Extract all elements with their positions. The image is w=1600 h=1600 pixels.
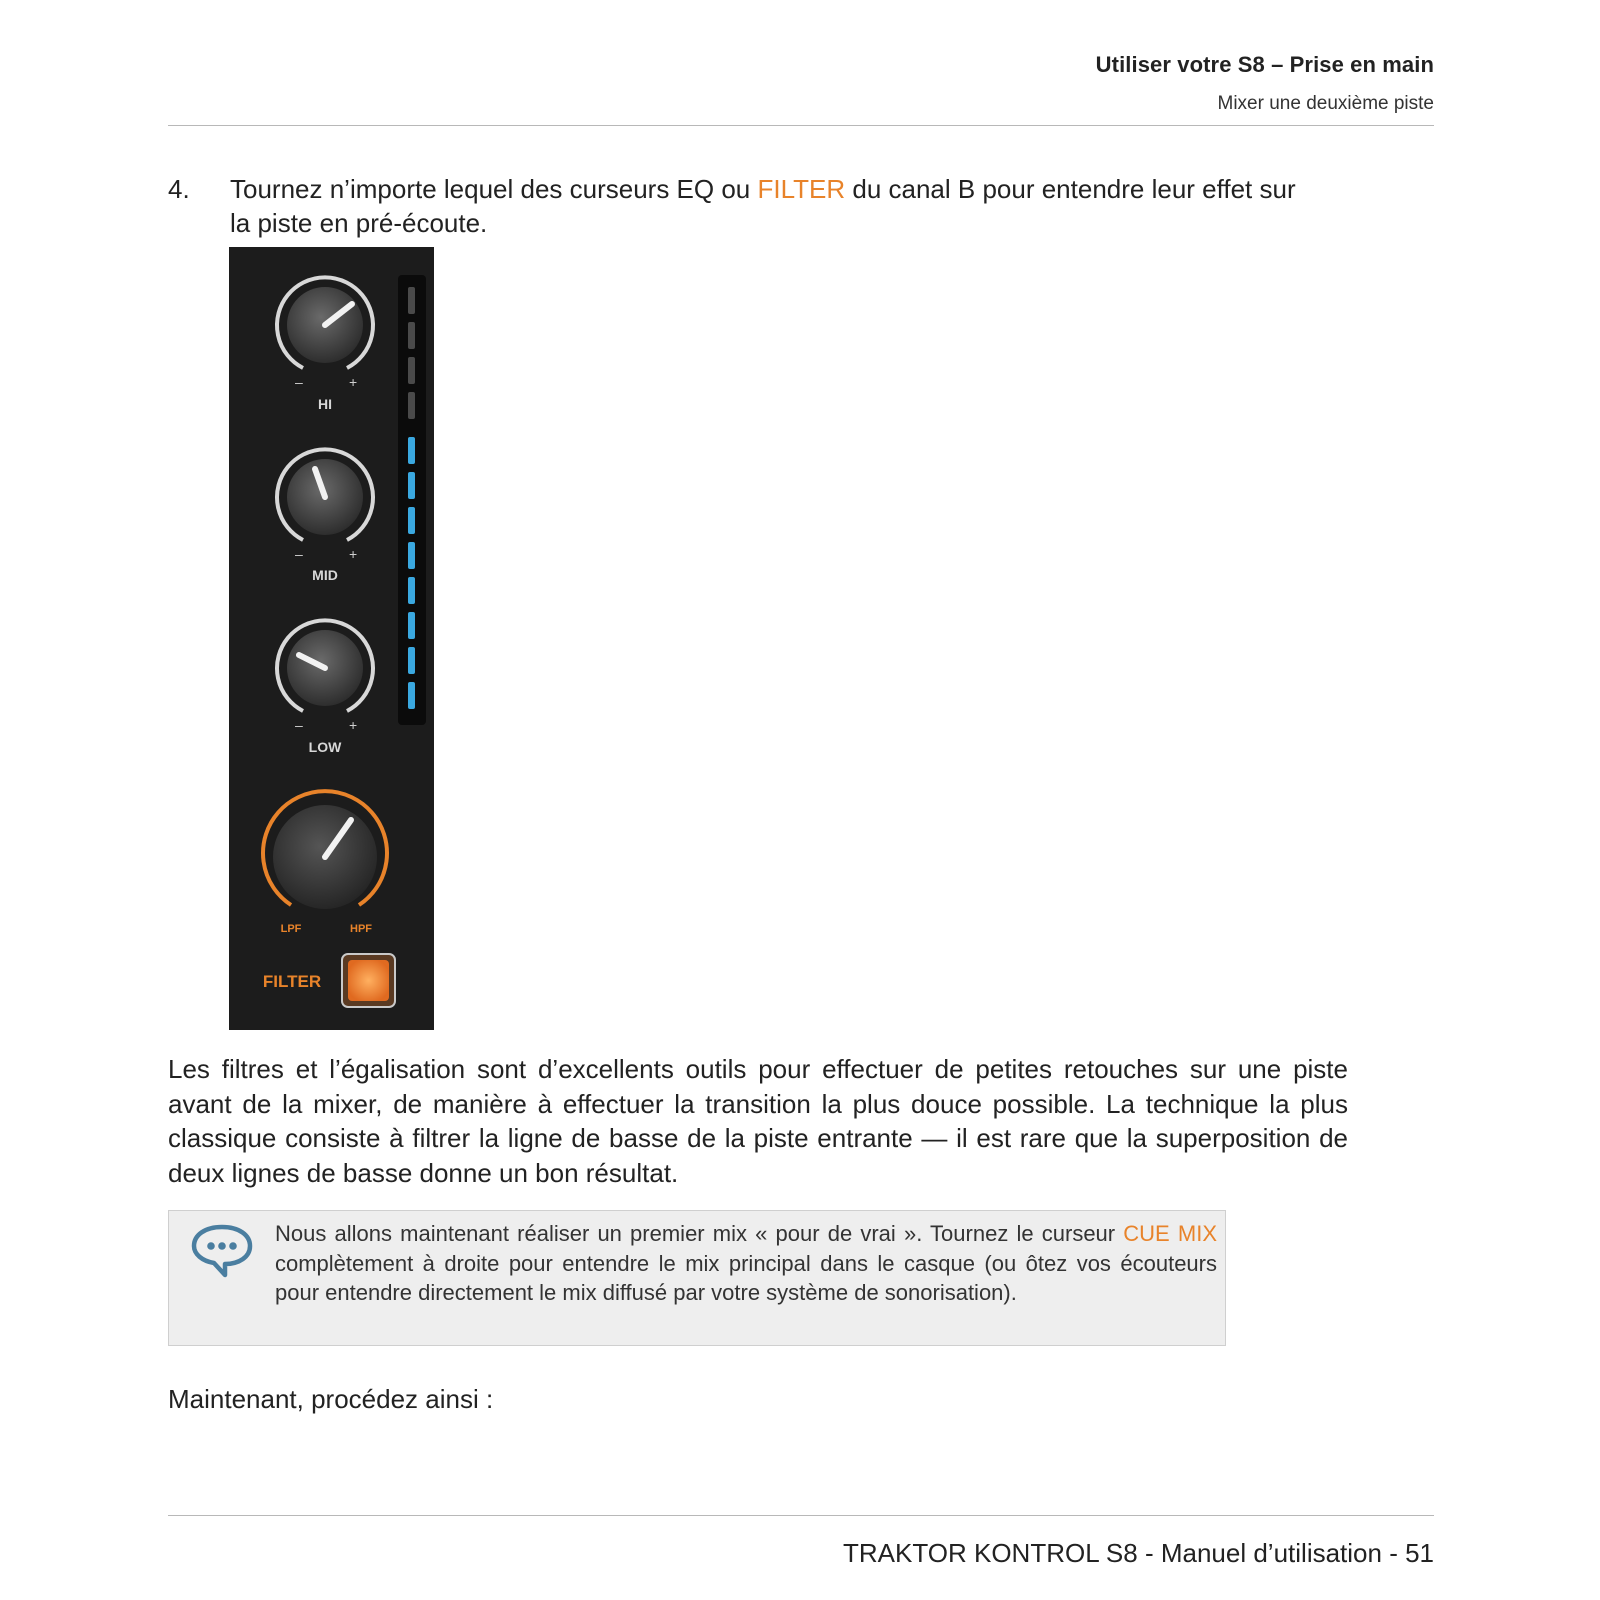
- cue-mix-keyword: CUE MIX: [1123, 1221, 1217, 1246]
- mid-label: MID: [312, 567, 338, 583]
- follow-text: Maintenant, procédez ainsi :: [168, 1384, 494, 1414]
- filter-button-label: FILTER: [262, 972, 322, 991]
- mid-knob: [277, 449, 373, 583]
- mixer-channel-image: [229, 247, 434, 1030]
- mid-plus: +: [349, 546, 358, 562]
- step-text-before: Tournez n’importe lequel des curseurs EQ ou: [230, 174, 758, 204]
- low-label: LOW: [308, 739, 342, 755]
- low-knob: [277, 620, 373, 755]
- note-text-before: Nous allons maintenant réaliser un premier mix « pour de vrai ». Tournez le curseur: [275, 1221, 1124, 1246]
- low-minus: –: [295, 717, 303, 733]
- step-number: 4.: [168, 174, 190, 204]
- hi-label: HI: [318, 396, 332, 412]
- step-text-after: du canal B pour entendre leur effet sur la piste en pré-écoute.: [230, 174, 1296, 238]
- note-text-after: complètement à droite pour entendre le mix principal dans le casque (ou ôtez vos écouteurs pour entendre directement le mix diffusé par votre système de sonorisation).: [275, 1250, 1217, 1305]
- filter-keyword: FILTER: [757, 174, 846, 204]
- speech-bubble-icon: [189, 1221, 255, 1279]
- note-box: [168, 1210, 1226, 1346]
- filter-knob: [263, 791, 387, 935]
- low-plus: +: [349, 717, 358, 733]
- note-text: [275, 1219, 1217, 1308]
- hi-plus: +: [349, 374, 358, 390]
- hi-knob: [277, 277, 373, 412]
- step-text: [230, 172, 1320, 240]
- hi-minus: –: [295, 374, 303, 390]
- lpf-label: LPF: [280, 923, 302, 935]
- filter-button-light: [348, 960, 389, 1001]
- hpf-label: HPF: [350, 923, 372, 935]
- footer-divider: [168, 1515, 1434, 1516]
- mid-minus: –: [295, 546, 303, 562]
- header-divider: [168, 125, 1434, 126]
- footer-page-info: TRAKTOR KONTROL S8 - Manuel d’utilisation - 51: [843, 1538, 1434, 1568]
- body-paragraph: Les filtres et l’égalisation sont d’excellents outils pour effectuer de petites retouches sur une piste avant de la mixer, de manière à effectuer la transition la plus douce possible. La technique la plus classique consiste à filtrer la ligne de basse de la piste entrante — il est rare que la superposition de deux lignes de basse donne un bon résultat.: [168, 1054, 1348, 1188]
- header-section-title: Mixer une deuxième piste: [1217, 93, 1434, 114]
- header-chapter-title: Utiliser votre S8 – Prise en main: [1095, 52, 1434, 77]
- mixer-channel-illustration: [229, 247, 434, 1030]
